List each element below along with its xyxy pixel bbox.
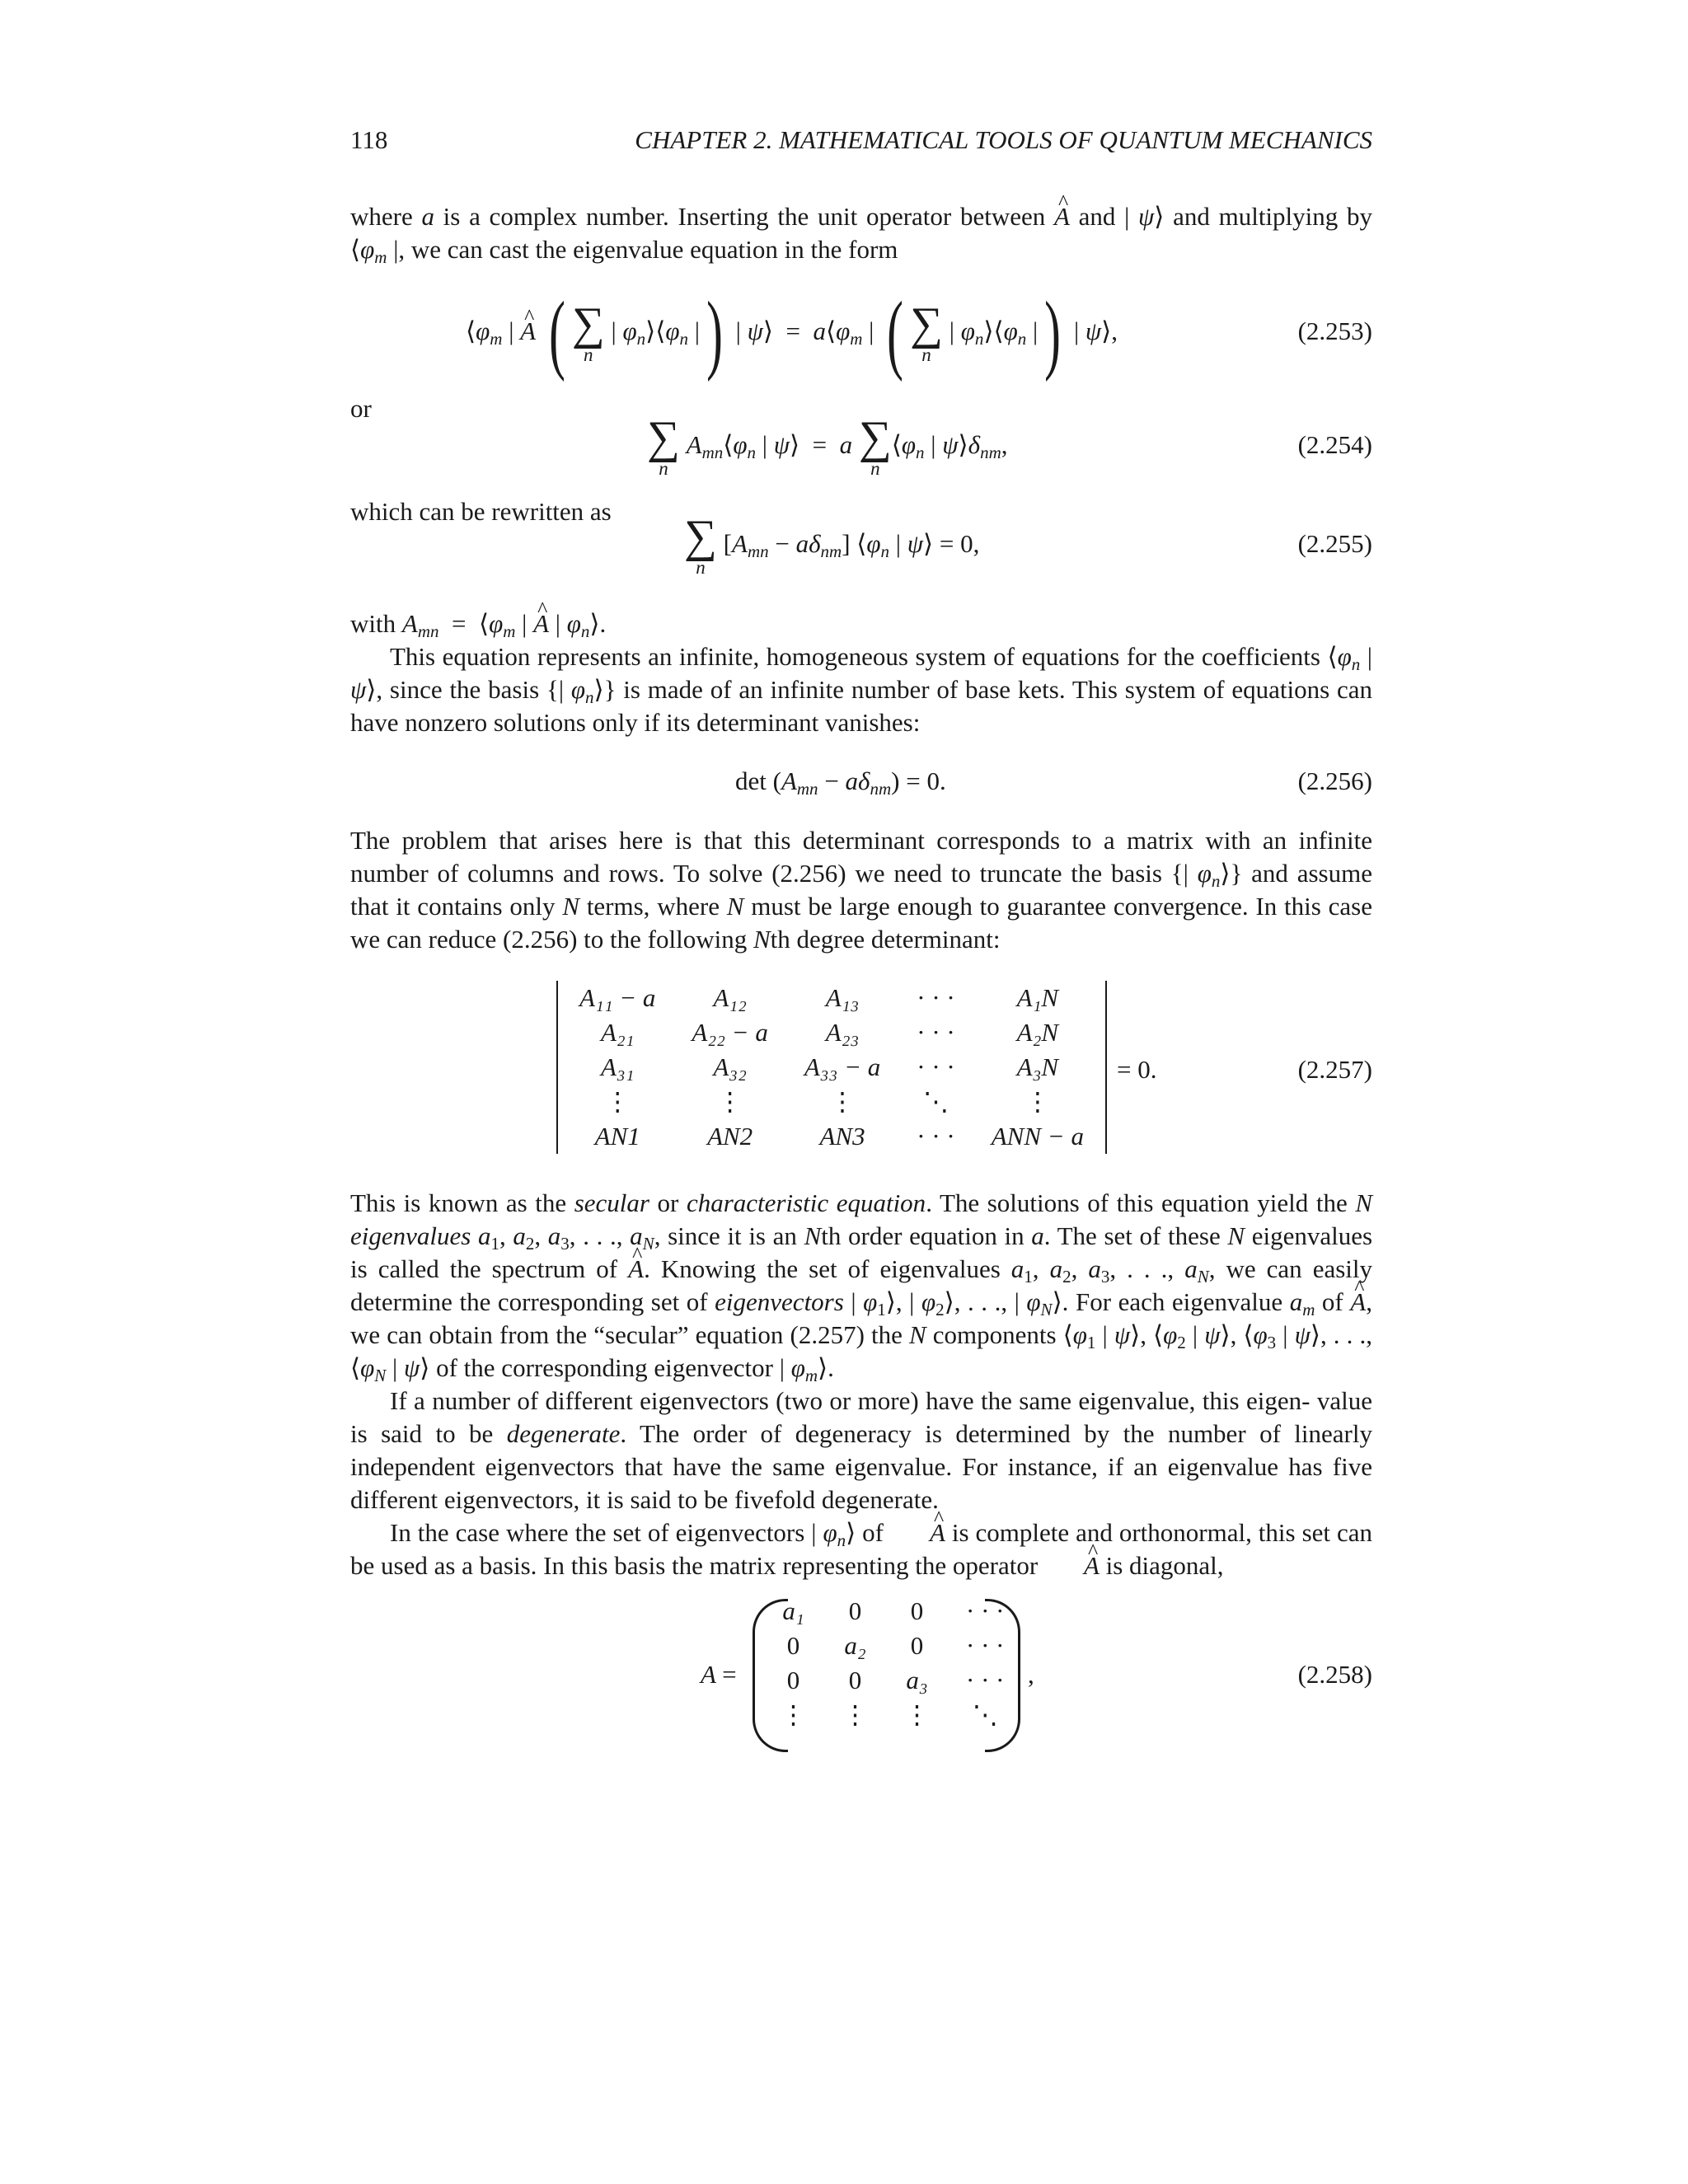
matrix-cell: AN1	[594, 1122, 640, 1151]
rewritten-label: which can be rewritten as	[350, 497, 612, 526]
matrix-cell: A₃₂	[713, 1052, 747, 1081]
equation-2-253: $⟨\varphi_m$ | ^ A ( ∑ n | $\varphi_n⟩⟨\varphi_n$ |) | ψ⟩ = $a⟨\varphi_m$ | ( ∑ n | $\varphi_n⟩⟨\varphi_n$ |) | ψ⟩, (2.253)	[350, 297, 1372, 379]
equation-number: (2.258)	[1297, 1660, 1372, 1689]
equation-2-256: $\det (A_{mn} - a\delta_{nm}) = 0$. (2.256)	[735, 766, 1372, 799]
matrix-cell: · · ·	[917, 1052, 955, 1081]
matrix-cell: A₂N	[1016, 1018, 1059, 1047]
equation-number: (2.255)	[1297, 529, 1372, 558]
page-number: 118	[350, 125, 388, 154]
matrix-cell: 0	[848, 1596, 862, 1625]
matrix-cell: ⋮	[1025, 1087, 1051, 1116]
equation-number: (2.254)	[1297, 430, 1372, 459]
paragraph-homogeneous-system: with $A_{mn}$ = $⟨\varphi_m$ | ^ A | $\varphi_n⟩$. This equation represents an infinite, homogeneous system of equations for the coefficients $⟨\varphi_n$ | ψ⟩, since the basis {| $\varphi_n⟩$} is made of an infinite number of base kets. This system of equations can have nonzero solutions only if its determinant vanishes:	[350, 607, 1372, 739]
matrix-cell: A₂₁	[600, 1018, 635, 1047]
matrix-cell: a₁	[782, 1596, 804, 1625]
diagonal-matrix	[762, 1594, 1022, 1732]
matrix-cell: 0	[848, 1666, 862, 1694]
matrix-cell: A₃₁	[600, 1052, 635, 1081]
or-label: or	[350, 394, 372, 423]
matrix-cell: ⋮	[781, 1700, 806, 1729]
equation-number: (2.256)	[1297, 766, 1372, 795]
matrix-A-label: A =	[701, 1660, 737, 1689]
equation-2-255: ∑ n $[A_{mn} - a\delta_{nm}]$ $⟨\varphi_n$ | ψ⟩ = 0, (2.255)	[684, 511, 1372, 578]
matrix-cell: ⋱	[923, 1087, 949, 1116]
matrix-cell: 0	[910, 1631, 924, 1660]
matrix-cell: ANN − a	[991, 1122, 1084, 1151]
equation-2-258	[350, 1596, 1372, 1755]
with-label: with	[350, 609, 396, 638]
matrix-cell: a₃	[906, 1666, 928, 1694]
comma: ,	[1028, 1660, 1034, 1689]
matrix-cell: A₁₃	[825, 983, 860, 1012]
matrix-cell: · · ·	[917, 983, 955, 1012]
matrix-cell: ⋮	[717, 1087, 743, 1116]
matrix-cell: · · ·	[917, 1018, 955, 1047]
matrix-cell: AN2	[707, 1122, 753, 1151]
paragraph-secular-equation: This is known as the secular or characteristic equation. The solutions of this equation yield the N eigenvalues $a_1$, $a_2$, $a_3$, . . ., $a_N$, since it is an Nth order equation in a. The set of these N eigenvalues is called the spectrum of ^ A. Knowing the set of eigenvalues $a_1$, $a_2$, $a_3$, . . ., $a_N$, we can easily determine the corresponding set of eigenvectors | $\varphi_1⟩$, | $\varphi_2⟩$, . . ., | $\varphi_N⟩$. For each eigenvalue $a_m$ of ^ A, we can obtain from the “secular” equation (2.257) the N components $⟨\varphi_1$ | ψ⟩, $⟨\varphi_2$ | ψ⟩, $⟨\varphi_3$ | ψ⟩, . . ., $⟨\varphi_N$ | ψ⟩ of the corresponding eigenvector | $\varphi_m⟩$. If a number of different eigenvectors (two or more) have the same eigenvalue, this eigen- value is said to be degenerate. The order of degeneracy is determined by the number of linearly independent eigenvectors that have the same eigenvalue. For instance, if an eigenvalue has five different eigenvectors, it is said to be fivefold degenerate. In the case where the set of eigenvectors | $\varphi_n⟩$ of ^ A is complete and orthonormal, this set can be used as a basis. In this basis the matrix representing the operator ^ A is diagonal,	[350, 1187, 1372, 1582]
equation-number: (2.257)	[1297, 1055, 1372, 1084]
matrix-cell: A₁₂	[713, 983, 747, 1012]
matrix-cell: ⋮	[604, 1087, 631, 1116]
matrix-cell: · · ·	[966, 1666, 1005, 1694]
equals-zero: = 0.	[1117, 1055, 1157, 1084]
matrix-cell: AN3	[819, 1122, 865, 1151]
determinant-matrix	[556, 981, 1107, 1154]
equation-2-254: ∑ n $A_{mn}⟨\varphi_n$ | ψ⟩ = a ∑ n $⟨\varphi_n$ | $\psi⟩\delta_{nm}$, (2.254)	[647, 412, 1372, 479]
matrix-cell: A₁N	[1016, 983, 1059, 1012]
matrix-cell: · · ·	[966, 1631, 1005, 1660]
intro-paragraph: where a is a complex number. Inserting the unit operator between ^ A and | ψ⟩ and multiplying by $⟨\varphi_m$ |, we can cast the eigenvalue equation in the form	[350, 200, 1372, 266]
matrix-cell: ⋱	[972, 1700, 998, 1729]
matrix-cell: A₁₁ − a	[579, 983, 656, 1012]
matrix-cell: ⋮	[842, 1700, 868, 1729]
matrix-cell: A₃N	[1016, 1052, 1059, 1081]
paragraph-truncation: The problem that arises here is that this determinant corresponds to a matrix with an infinite number of columns and rows. To solve (2.256) we need to truncate the basis {| $\varphi_n⟩$} and assume that it contains only N terms, where N must be large enough to guarantee convergence. In this case we can reduce (2.256) to the following Nth degree determinant:	[350, 826, 1372, 954]
matrix-cell: · · ·	[917, 1122, 955, 1151]
matrix-cell: 0	[786, 1631, 800, 1660]
matrix-cell: A₂₃	[825, 1018, 860, 1047]
matrix-cell: a₂	[844, 1631, 866, 1660]
equation-2-257	[350, 981, 1372, 1162]
equation-number: (2.253)	[1297, 316, 1372, 345]
matrix-cell: ⋮	[904, 1700, 930, 1729]
right-paren	[985, 1599, 1020, 1752]
matrix-cell: A₂₂ − a	[692, 1018, 768, 1047]
matrix-cell: A₃₃ − a	[804, 1052, 881, 1081]
matrix-cell: ⋮	[829, 1087, 856, 1116]
matrix-cell: · · ·	[966, 1596, 1005, 1625]
running-title: CHAPTER 2. MATHEMATICAL TOOLS OF QUANTUM MECHANICS	[635, 125, 1372, 154]
matrix-cell: 0	[910, 1596, 924, 1625]
matrix-cell: 0	[786, 1666, 800, 1694]
